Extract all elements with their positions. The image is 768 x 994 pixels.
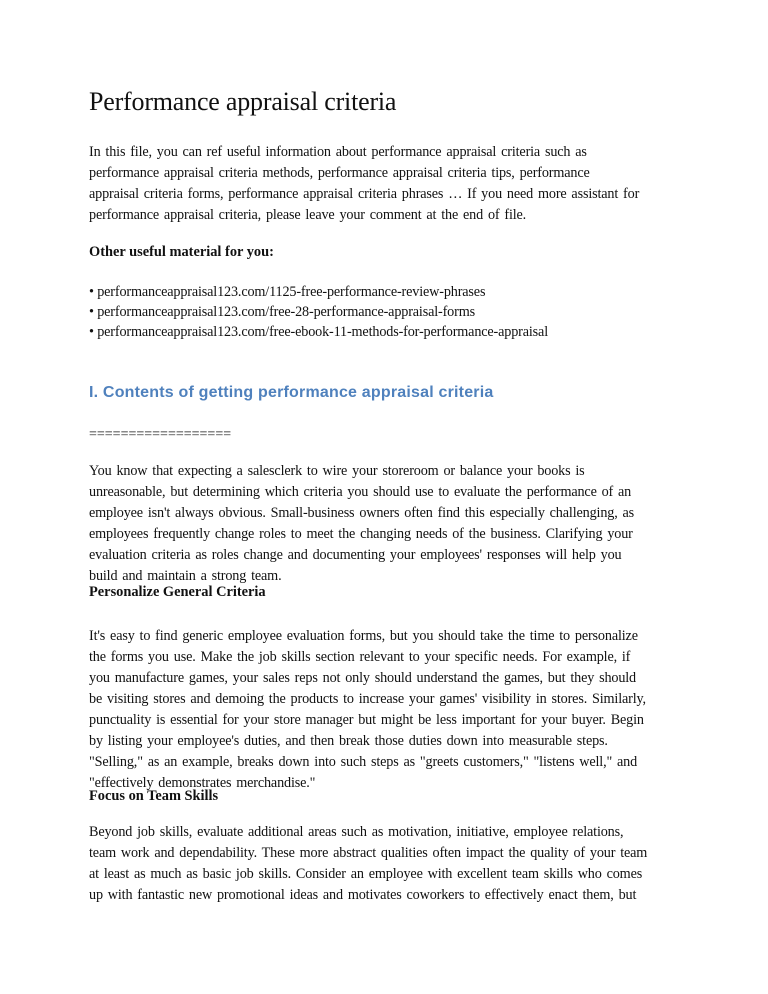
paragraph-line: evaluation criteria as roles change and documenting your employees' responses will help you (89, 547, 622, 563)
link-item[interactable]: • performanceappraisal123.com/free-ebook-11-methods-for-performance-appraisal (89, 324, 548, 340)
paragraph-intro-criteria (89, 461, 681, 587)
paragraph-line: at least as much as basic job skills. Consider an employee with excellent team skills who comes (89, 866, 643, 882)
intro-line: performance appraisal criteria methods, performance appraisal criteria tips, performance (89, 165, 590, 181)
document-title: Performance appraisal criteria (89, 87, 397, 116)
useful-material-heading: Other useful material for you: (89, 244, 274, 260)
paragraph-line: unreasonable, but determining which criteria you should use to evaluate the performance of an (89, 484, 632, 500)
paragraph-line: "Selling," as an example, breaks down into such steps as "greets customers," "listens well," and (89, 754, 638, 770)
paragraph-line: Beyond job skills, evaluate additional areas such as motivation, initiative, employee relations, (89, 824, 624, 840)
intro-paragraph (89, 142, 681, 226)
link-item[interactable]: • performanceappraisal123.com/free-28-performance-appraisal-forms (89, 304, 475, 320)
link-item[interactable]: • performanceappraisal123.com/1125-free-performance-review-phrases (89, 284, 486, 300)
paragraph-line: You know that expecting a salesclerk to wire your storeroom or balance your books is (89, 463, 585, 479)
paragraph-line: team work and dependability. These more abstract qualities often impact the quality of your team (89, 845, 648, 861)
paragraph-line: employees frequently change roles to meet the changing needs of the business. Clarifying your (89, 526, 633, 542)
intro-line: appraisal criteria forms, performance appraisal criteria phrases … If you need more assistant for (89, 186, 640, 202)
paragraph-line: "effectively demonstrates merchandise." (89, 775, 316, 791)
divider-line: ================== (89, 427, 232, 442)
paragraph-line: build and maintain a strong team. (89, 568, 282, 584)
paragraph-line: you manufacture games, your sales reps not only should understand the games, but they should (89, 670, 637, 686)
section-heading: I. Contents of getting performance appraisal criteria (89, 384, 494, 401)
paragraph-line: punctuality is essential for your store manager but might be less important for your buyer. Begin (89, 712, 644, 728)
paragraph-line: be visiting stores and demoing the products to increase your games' visibility in stores. Similarly, (89, 691, 646, 707)
intro-line: In this file, you can ref useful information about performance appraisal criteria such as (89, 144, 587, 160)
paragraph-line: employee isn't always obvious. Small-business owners often find this especially challenging, as (89, 505, 635, 521)
paragraph-line: the forms you use. Make the job skills section relevant to your specific needs. For example, if (89, 649, 631, 665)
paragraph-line: by listing your employee's duties, and then break those duties down into measurable steps. (89, 733, 608, 749)
paragraph-line: It's easy to find generic employee evaluation forms, but you should take the time to personalize (89, 628, 638, 644)
heading-team-skills: Focus on Team Skills (89, 788, 219, 804)
paragraph-personalize (89, 626, 681, 794)
heading-personalize-criteria: Personalize General Criteria (89, 584, 266, 600)
paragraph-line: up with fantastic new promotional ideas and motivates coworkers to effectively enact them, but (89, 887, 637, 903)
intro-line: performance appraisal criteria, please leave your comment at the end of file. (89, 207, 527, 223)
links-list (89, 282, 548, 342)
paragraph-team-skills (89, 822, 681, 906)
